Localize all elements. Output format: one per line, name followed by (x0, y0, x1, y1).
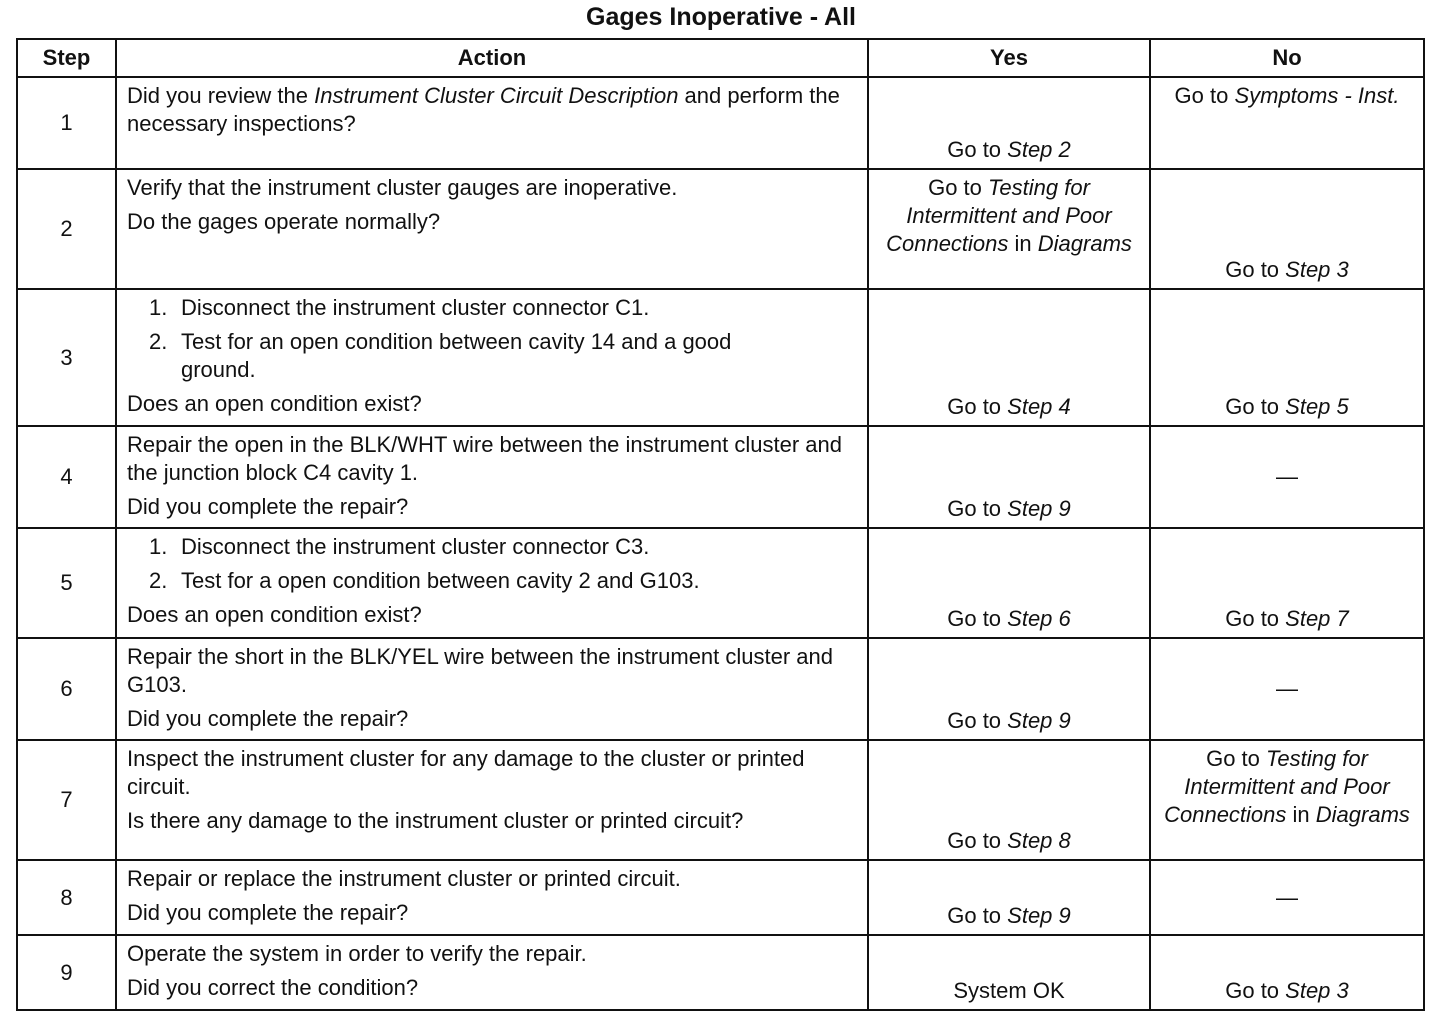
yes-cell (868, 935, 1150, 1010)
action-cell (116, 289, 868, 426)
no-result (1151, 393, 1423, 421)
table-header-row (17, 39, 1424, 77)
action-cell (116, 528, 868, 638)
no-result (1151, 82, 1423, 110)
action-line: Is there any damage to the instrument cluster or printed circuit? (127, 808, 744, 833)
step-text: Test for a open condition between cavity 2 and G103. (181, 568, 700, 593)
text-span: Go to (1225, 978, 1286, 1003)
text-span: and perform the necessary inspections? (127, 83, 840, 136)
step-cell: 6 (17, 638, 116, 740)
no-result (1151, 675, 1423, 703)
step-cell: 1 (17, 77, 116, 169)
no-cell (1150, 289, 1424, 426)
action-cell (116, 77, 868, 169)
table-row (17, 860, 1424, 935)
text-span: Go to (1225, 606, 1286, 631)
step-text: Test for an open condition between cavity 14 and a good (181, 329, 732, 354)
no-result (1151, 256, 1423, 284)
italic-text: Step 3 (1285, 978, 1349, 1003)
text-span: — (1276, 884, 1298, 910)
diagnostic-table (16, 38, 1425, 1011)
action-cell (116, 426, 868, 528)
action-line: Did you complete the repair? (127, 494, 409, 519)
action-cell (116, 169, 868, 289)
action-line: Did you complete the repair? (127, 900, 409, 925)
text-span: System OK (953, 978, 1065, 1003)
action-line: Does an open condition exist? (127, 391, 422, 416)
text-span: Did you review the (127, 83, 315, 108)
table-row (17, 740, 1424, 860)
action-cell (116, 740, 868, 860)
action-line: Do the gages operate normally? (127, 209, 441, 234)
step-number: 1. (149, 295, 168, 320)
italic-text: Instrument Cluster Circuit Description (314, 83, 679, 108)
yes-result (869, 605, 1149, 633)
text-span: Go to (947, 606, 1008, 631)
yes-result (869, 977, 1149, 1005)
italic-text: Step 9 (1007, 903, 1071, 928)
italic-text: Step 7 (1285, 606, 1349, 631)
no-cell (1150, 77, 1424, 169)
step-cell: 2 (17, 169, 116, 289)
no-result (1151, 977, 1423, 1005)
yes-cell (868, 740, 1150, 860)
table-row (17, 426, 1424, 528)
yes-result (869, 707, 1149, 735)
header-no: No (1150, 39, 1424, 77)
italic-text: Step 9 (1007, 496, 1071, 521)
yes-cell (868, 528, 1150, 638)
italic-text: Step 9 (1007, 708, 1071, 733)
header-step: Step (17, 39, 116, 77)
no-cell (1150, 426, 1424, 528)
table-row (17, 77, 1424, 169)
header-yes: Yes (868, 39, 1150, 77)
step-number: 1. (149, 534, 168, 559)
action-line: Does an open condition exist? (127, 602, 422, 627)
action-line: Did you complete the repair? (127, 706, 409, 731)
yes-cell (868, 638, 1150, 740)
step-number: 2. (149, 568, 168, 593)
italic-text: Step 3 (1285, 257, 1349, 282)
text-span: in (1008, 231, 1038, 256)
no-cell (1150, 935, 1424, 1010)
text-span: Go to (1225, 394, 1286, 419)
italic-text: Testing for Intermittent and Poor Connections (1164, 746, 1390, 827)
text-span: Go to (1206, 746, 1266, 771)
action-line: Did you correct the condition? (127, 975, 419, 1000)
text-span: Go to (947, 708, 1008, 733)
italic-text: Diagrams (1315, 802, 1410, 827)
header-action: Action (116, 39, 868, 77)
table-row (17, 528, 1424, 638)
text-span: — (1276, 676, 1298, 701)
text-span: Go to (947, 903, 1008, 928)
text-span: — (1276, 464, 1298, 489)
no-result (1151, 605, 1423, 633)
text-span: Go to (1174, 83, 1235, 108)
yes-result (869, 827, 1149, 855)
text-span: Go to (947, 394, 1008, 419)
action-cell (116, 860, 868, 935)
text-span: Go to (1225, 257, 1286, 282)
yes-cell (868, 169, 1150, 289)
no-cell (1150, 638, 1424, 740)
italic-text: Diagrams (1037, 231, 1132, 256)
step-text-continued: ground. (181, 357, 256, 382)
action-cell (116, 935, 868, 1010)
yes-result (869, 902, 1149, 930)
italic-text: Step 8 (1007, 828, 1071, 853)
action-line: Repair or replace the instrument cluster or printed circuit. (127, 866, 681, 891)
no-result (1151, 884, 1423, 912)
action-line (127, 82, 857, 138)
text-span: Go to (928, 175, 988, 200)
yes-cell (868, 77, 1150, 169)
step-cell: 9 (17, 935, 116, 1010)
no-cell (1150, 169, 1424, 289)
yes-result (869, 136, 1149, 164)
italic-text: Testing for Intermittent and Poor Connections (886, 175, 1112, 256)
yes-cell (868, 426, 1150, 528)
action-cell (116, 638, 868, 740)
no-cell (1150, 740, 1424, 860)
text-span: Go to (947, 828, 1008, 853)
no-result (1151, 745, 1423, 829)
action-line: Verify that the instrument cluster gauges are inoperative. (127, 175, 678, 200)
yes-cell (868, 289, 1150, 426)
numbered-step (127, 328, 857, 356)
step-cell: 8 (17, 860, 116, 935)
step-number: 2. (149, 329, 168, 354)
action-line: Repair the open in the BLK/WHT wire between the instrument cluster and the junction block C4 cavity 1. (127, 432, 842, 485)
action-line: Operate the system in order to verify the repair. (127, 941, 587, 966)
text-span: Go to (947, 137, 1008, 162)
yes-cell (868, 860, 1150, 935)
step-cell: 3 (17, 289, 116, 426)
action-line: Repair the short in the BLK/YEL wire between the instrument cluster and G103. (127, 644, 834, 697)
no-result (1151, 463, 1423, 491)
step-text: Disconnect the instrument cluster connector C1. (181, 295, 650, 320)
table-row (17, 638, 1424, 740)
step-text: Disconnect the instrument cluster connector C3. (181, 534, 650, 559)
yes-result (869, 495, 1149, 523)
step-cell: 4 (17, 426, 116, 528)
text-span: Go to (947, 496, 1008, 521)
table-body (17, 77, 1424, 1010)
table-row (17, 935, 1424, 1010)
step-cell: 5 (17, 528, 116, 638)
italic-text: Step 6 (1007, 606, 1071, 631)
numbered-step (127, 533, 857, 561)
italic-text: Step 2 (1007, 137, 1071, 162)
text-span: in (1286, 802, 1316, 827)
numbered-step (127, 294, 857, 322)
numbered-step (127, 567, 857, 595)
italic-text: Symptoms - Inst. (1234, 83, 1400, 108)
italic-text: Step 4 (1007, 394, 1071, 419)
yes-result (869, 393, 1149, 421)
no-cell (1150, 860, 1424, 935)
action-line: Inspect the instrument cluster for any damage to the cluster or printed circuit. (127, 746, 805, 799)
italic-text: Step 5 (1285, 394, 1349, 419)
step-cell: 7 (17, 740, 116, 860)
table-row (17, 169, 1424, 289)
no-cell (1150, 528, 1424, 638)
table-row (17, 289, 1424, 426)
page-title: Gages Inoperative - All (586, 3, 856, 31)
yes-result (869, 174, 1149, 258)
